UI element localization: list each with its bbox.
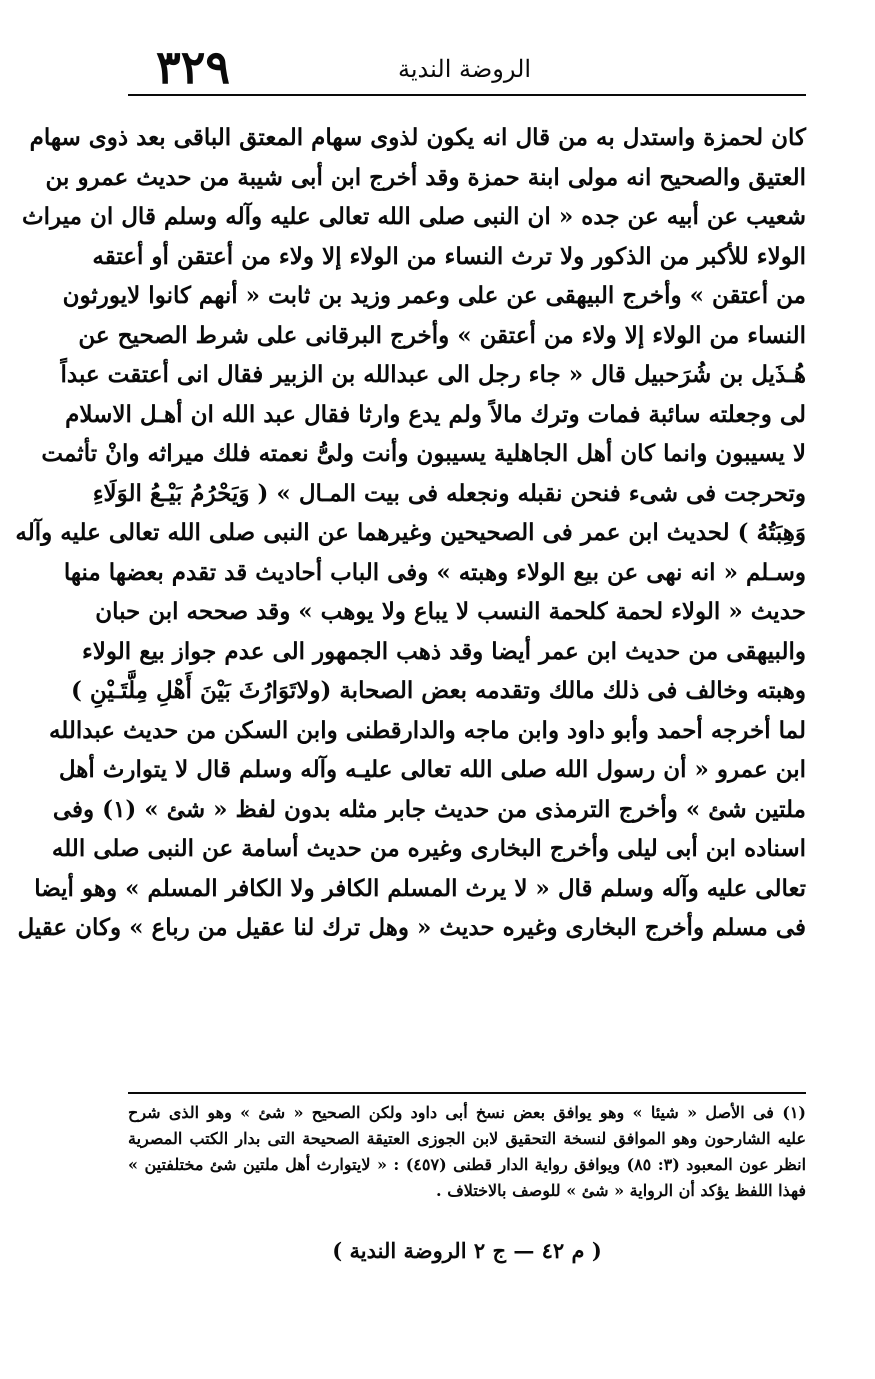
text-line: لى وجعلته سائبة فمات وترك مالاً ولم يدع وارثا فقال عبد الله ان أهـل الاسلام (65, 400, 806, 428)
text-line: والبيهقى من حديث ابن عمر أيضا وقد ذهب الجمهور الى عدم جواز بيع الولاء (81, 637, 806, 665)
text-line: اسناده ابن أبى ليلى وأخرج البخارى وغيره من حديث أسامة عن النبى صلى الله (51, 835, 806, 862)
text-line: لما أخرجه أحمد وأبو داود وابن ماجه والدارقطنى وابن السكن من حديث عبدالله (48, 716, 806, 744)
text-line: لا يسيبون وانما كان أهل الجاهلية يسيبون وأنت ولىُّ نعمته فلك ميراثه وانْ تأثمت (41, 440, 806, 467)
sheet-signature: ( م ٤٢ — ج ٢ الروضة الندية ) (332, 1238, 602, 1263)
text-line: حديث « الولاء لحمة كلحمة النسب لا يباع ولا يوهب » وقد صححه ابن حبان (95, 598, 806, 625)
text-line: ملتين شئ » وأخرج الترمذى من حديث جابر مثله بدون لفظ « شئ » (١) وفى (52, 795, 806, 823)
page-header (128, 40, 806, 96)
footnotes (128, 1100, 806, 1204)
page-number: ٣٢٩ (156, 40, 231, 94)
text-line: وَهِبَتُهُ ) لحديث ابن عمر فى الصحيحين وغيرهما عن النبى صلى الله تعالى عليه وآله (15, 519, 806, 546)
text-line: العتيق والصحيح انه مولى ابنة حمزة وقد أخرج ابن أبى شيبة من حديث عمرو بن (45, 163, 806, 191)
text-line: شعيب عن أبيه عن جده « ان النبى صلى الله تعالى عليه وآله وسلم قال ان ميراث (21, 203, 806, 230)
text-line: وسـلم « انه نهى عن بيع الولاء وهبته » وفى الباب أحاديث قد تقدم بعضها منها (63, 558, 806, 586)
text-line: ابن عمرو « أن رسول الله صلى الله تعالى عليـه وآله وسلم قال لا يتوارث أهل (58, 756, 806, 783)
footnote-divider (128, 1092, 806, 1094)
running-title: الروضة الندية (398, 55, 532, 83)
text-line: وتحرجت فى شىء فنحن نقبله ونجعله فى بيت المـال » ( وَيَحْرُمُ بَيْـعُ الوَلَاءِ (92, 479, 806, 507)
footnote-line: عليه الشارحون وهو الموافق لنسخة التحقيق لابن الجوزى العتيقة الصحيحة التى بدار الكتب المصرية (128, 1129, 806, 1148)
footnote-line: فهذا اللفظ يؤكد أن الرواية « شئ » للوصف بالاختلاف . (436, 1181, 806, 1200)
text-line: فى مسلم وأخرج البخارى وغيره حديث « وهل ترك لنا عقيل من رباع » وكان عقيل (17, 914, 806, 941)
text-line: من أعتقن » وأخرج البيهقى عن على وعمر وزيد بن ثابت « أنهم كانوا لايورثون (62, 282, 806, 309)
footnote-line: (١) فى الأصل « شيئا » وهو يوافق بعض نسخ أبى داود ولكن الصحيح « شئ » وهو الذى شرح (128, 1103, 806, 1122)
text-line: النساء من الولاء إلا ولاء من أعتقن » وأخرج البرقانى على شرط الصحيح عن (78, 321, 806, 349)
text-line: تعالى عليه وآله وسلم قال « لا يرث المسلم الكافر ولا الكافر المسلم » وهو أيضا (34, 874, 806, 902)
footnote-line: انظر عون المعبود (٣: ٨٥) ويوافق رواية الدار قطنى (٤٥٧) : « لايتوارث أهل ملتين شئ مختلفتين » (128, 1155, 807, 1174)
text-line: وهبته وخالف فى ذلك مالك وتقدمه بعض الصحابة (ولاتَوَارُثَ بَيْنَ أَهْلِ مِلَّتَـيْنِ ) (71, 677, 806, 704)
text-line: الولاء للأكبر من الذكور ولا ترث النساء من الولاء إلا ولاء من أعتقن أو أعتقه (92, 242, 806, 270)
header-divider (128, 94, 806, 96)
text-line: كان لحمزة واستدل به من قال انه يكون لذوى سهام المعتق الباقى بعد ذوى سهام (29, 124, 806, 151)
main-text (15, 118, 806, 948)
text-line: هُـذَيل بن شُرَحبيل قال « جاء رجل الى عبدالله بن الزبير فقال انى أعتقت عبداً (60, 361, 806, 388)
